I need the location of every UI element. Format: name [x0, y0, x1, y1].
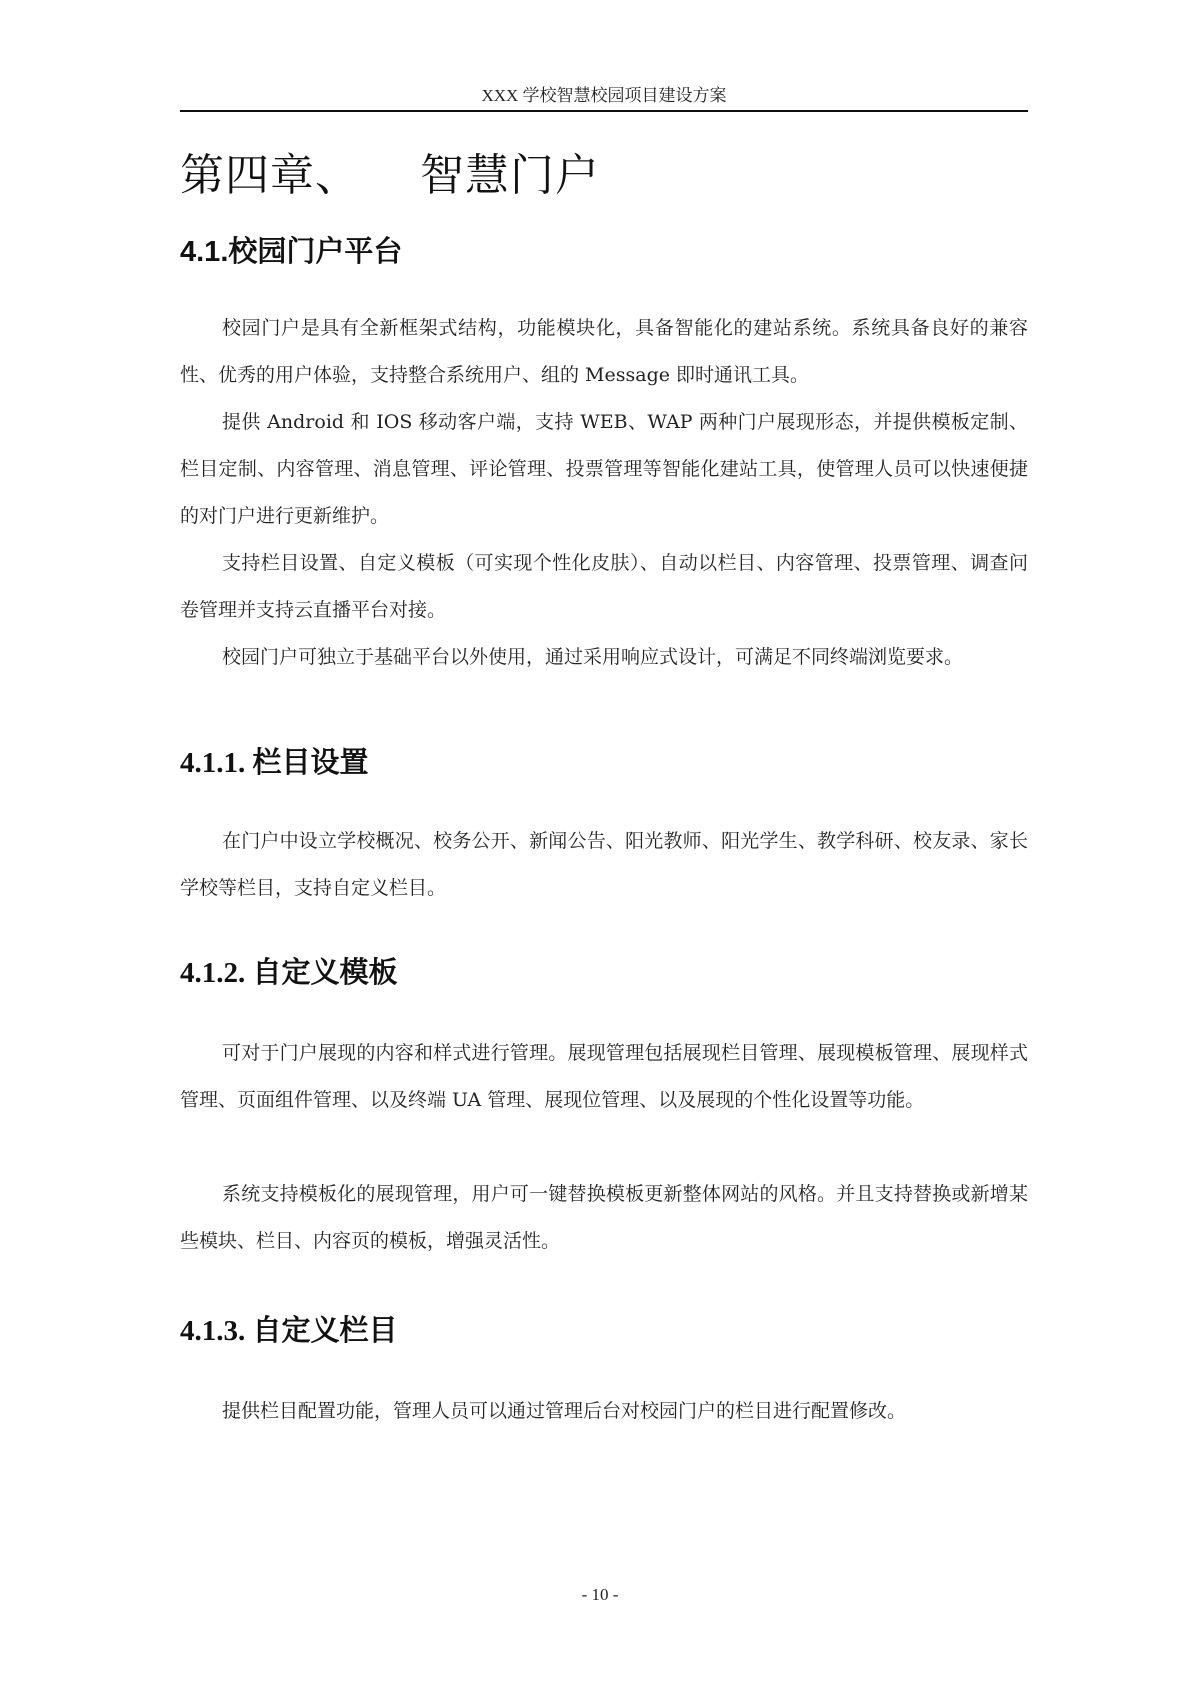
section-number: 4.1.	[180, 236, 229, 268]
paragraph: 提供栏目配置功能，管理人员可以通过管理后台对校园门户的栏目进行配置修改。	[222, 1400, 907, 1422]
section-title: 自定义模板	[252, 955, 398, 989]
section-number: 4.1.2.	[180, 957, 246, 989]
paragraph: 提供 Android 和 IOS 移动客户端，支持 WEB、WAP 两种门户展现形态，并提供模板定制、栏目定制、内容管理、消息管理、评论管理、投票管理等智能化建站工具，使管理人员可以快速便捷的对门户进行更新维护。	[180, 411, 1028, 527]
section-heading-4-1-2	[180, 952, 398, 993]
paragraph: 系统支持模板化的展现管理，用户可一键替换模板更新整体网站的风格。并且支持替换或新增某些模块、栏目、内容页的模板，增强灵活性。	[180, 1183, 1028, 1252]
section-heading-4-1-1	[180, 742, 369, 783]
chapter-title: 第四章、 智慧门户	[180, 150, 600, 201]
page-number: - 10 -	[581, 1585, 619, 1604]
paragraph: 支持栏目设置、自定义模板（可实现个性化皮肤）、自动以栏目、内容管理、投票管理、调查问卷管理并支持云直播平台对接。	[180, 552, 1028, 621]
section-heading-4-1-3	[180, 1310, 398, 1351]
section-title: 校园门户平台	[228, 236, 403, 268]
paragraph: 在门户中设立学校概况、校务公开、新闻公告、阳光教师、阳光学生、教学科研、校友录、家长学校等栏目，支持自定义栏目。	[180, 830, 1028, 899]
paragraph: 校园门户是具有全新框架式结构，功能模块化，具备智能化的建站系统。系统具备良好的兼容性、优秀的用户体验，支持整合系统用户、组的 Message 即时通讯工具。	[180, 317, 1028, 386]
section-number: 4.1.1.	[180, 747, 246, 779]
paragraph: 校园门户可独立于基础平台以外使用，通过采用响应式设计，可满足不同终端浏览要求。	[222, 646, 964, 668]
section-number: 4.1.3.	[180, 1315, 246, 1347]
section-heading-4-1	[180, 232, 402, 272]
header-divider	[180, 110, 1028, 112]
running-header: XXX 学校智慧校园项目建设方案	[481, 86, 727, 105]
paragraph: 可对于门户展现的内容和样式进行管理。展现管理包括展现栏目管理、展现模板管理、展现样式管理、页面组件管理、以及终端 UA 管理、展现位管理、以及展现的个性化设置等功能。	[180, 1042, 1028, 1111]
section-title: 栏目设置	[252, 745, 369, 779]
section-title: 自定义栏目	[252, 1313, 398, 1347]
